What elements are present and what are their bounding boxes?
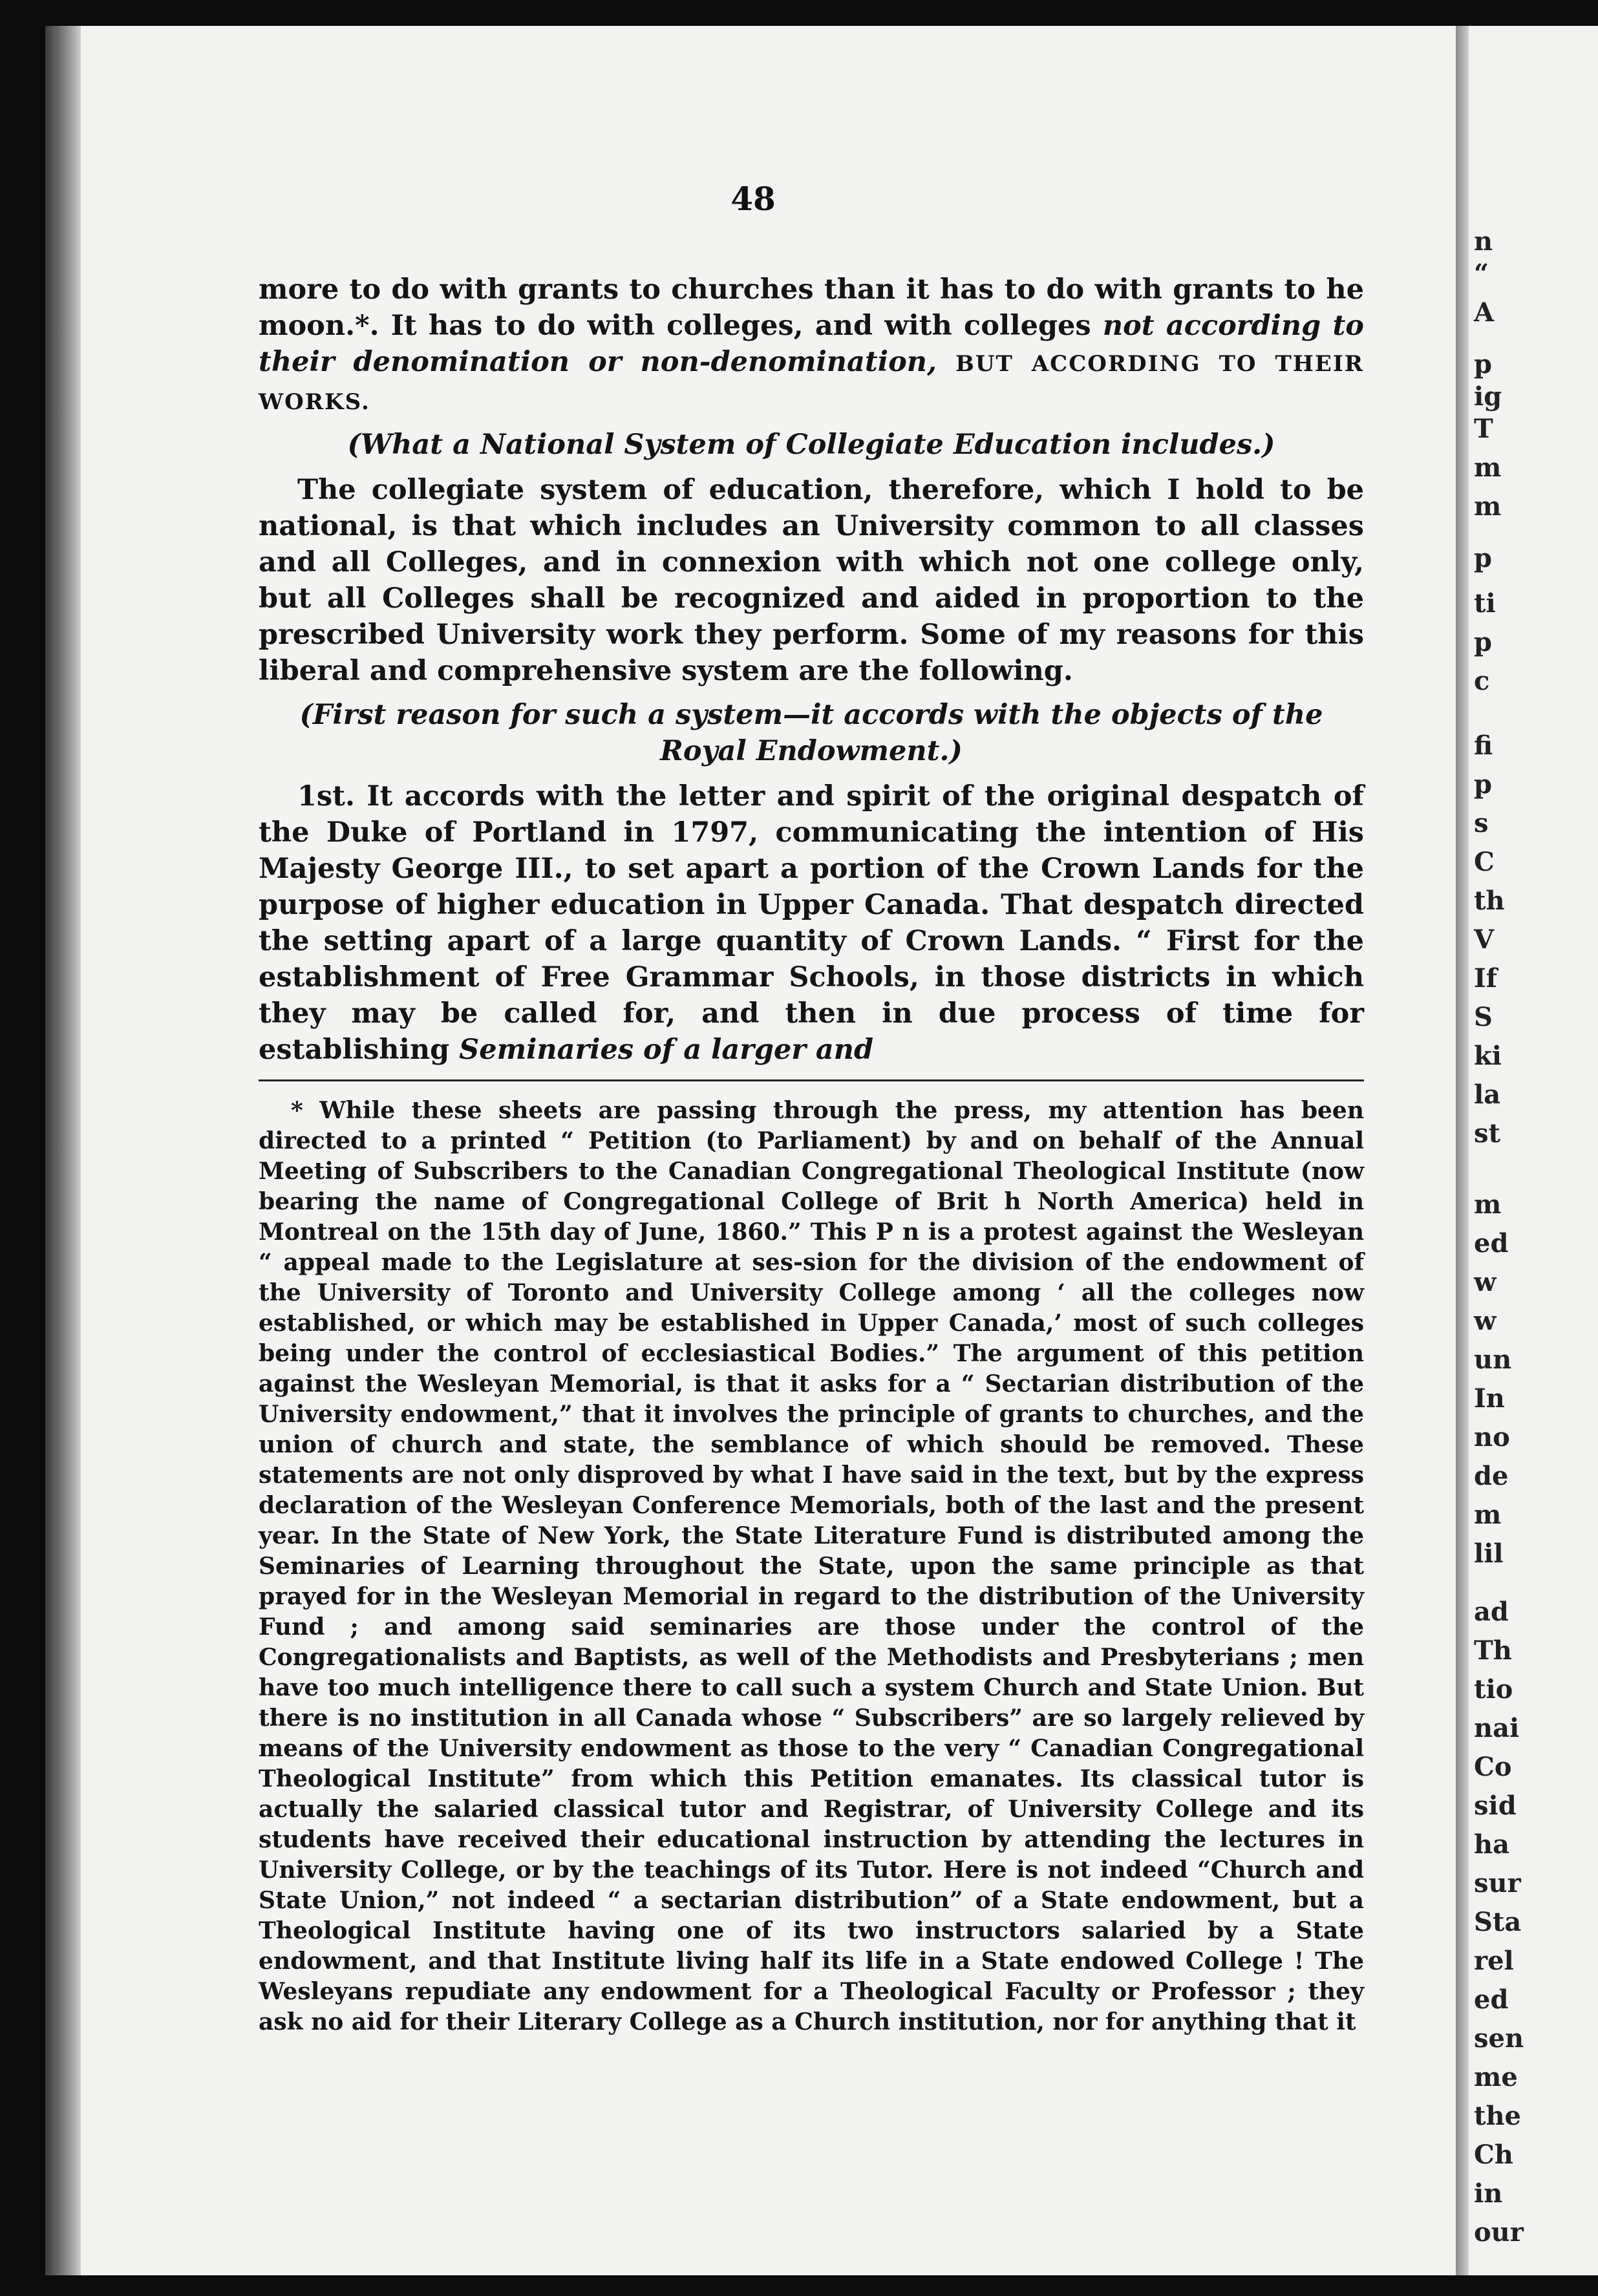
adjacent-page-fragment: ed [1474,1984,1509,2015]
paragraph-collegiate-system: The collegiate system of education, therefore, which I hold to be national, is that which includes an University common to all classes and all Colleges, and in connexion with which not one college only, but all Colleges shall be recognized and aided in proportion to the prescribed University work they perform. Some of my reasons for this liberal and comprehensive system are the following. [259,474,1364,687]
adjacent-page-fragment: ad [1474,1597,1509,1627]
adjacent-page-fragment: me [1474,2062,1518,2092]
adjacent-page-fragment: p [1474,769,1492,800]
adjacent-page-fragment: In [1474,1383,1505,1414]
page-number: 48 [730,180,776,218]
adjacent-page-fragment: lil [1474,1538,1504,1569]
footnote [259,1096,1364,2037]
adjacent-page-fragment: m [1474,452,1502,483]
footnote-text: * While these sheets are passing through the press, my attention has been directed to a printed “ Petition (to Parliament) by and on behalf of the Annual Meeting of Subscribers to the Canadian Congregational Theological Institute (now bearing the name of Congregational College of Brit h North America) held in Montreal on the 15th day of June, 1860.” This P n is a protest against the Wesleyan “ appeal made to the Legislature at ses-sion for the division of the endowment of the University of Toronto and University College among ‘ all the colleges now established, or which may be established in Upper Canada,’ most of such colleges being under the control of ecclesiastical Bodies.” The argument of this petition against the Wesleyan Memorial, is that it asks for a “ Sectarian distribution of the University endowment,” that it involves the principle of grants to churches, and the union of church and state, the semblance of which should be removed. These statements are not only disproved by what I have said in the text, but by the express declaration of the Wesleyan Conference Memorials, both of the last and the present year. In the State of New York, the State Literature Fund is distributed among the Seminaries of Learning throughout the State, upon the same principle as that prayed for in the Wesleyan Memorial in regard to the distribution of the University Fund ; and among said seminaries are those under the control of the Congregationalists and Baptists, as well of the Methodists and Presbyterians ; men have too much intelligence there to call such a system Church and State Union. But there is no institution in all Canada whose “ Subscribers” are so largely relieved by means of the University endowment as those to the very “ Canadian Congregational Theological Institute” from which this Petition emanates. Its classical tutor is actually the salaried classical tutor and Registrar, of University College and its students have received their educational instruction by attending the lectures in University College, or by the teachings of its Tutor. Here is not indeed “Church and State Union,” not indeed “ a sectarian distribution” of a State endowment, but a Theological Institute having one of its two instructors salaried by a State endowment, and that Institute living half its life in a State endowed College ! The Wesleyans repudiate any endowment for a Theological Faculty or Professor ; they ask no aid for their Literary College as a Church institution, nor for anything that it [259,1097,1364,2036]
adjacent-page-fragment: A [1474,297,1495,328]
adjacent-page-fragment: T [1474,414,1493,444]
adjacent-page-fragment: p [1474,349,1492,379]
paragraph-first-reason [259,778,1364,1068]
adjacent-page-fragment: sid [1474,1791,1517,1821]
adjacent-page-fragment: m [1474,491,1502,522]
adjacent-page-fragment: m [1474,1189,1502,1220]
adjacent-page-fragment: “ [1474,259,1489,289]
adjacent-page-fragment: p [1474,627,1492,657]
adjacent-page-fragment: Sta [1474,1907,1522,1937]
continuation-text: more to do with grants to churches than it has to do with grants to he moon.*. It has to do with colleges, and with colleges [259,273,1364,342]
adjacent-page-fragment: w [1474,1267,1497,1297]
continuation-emphasis: not according to their denomination or non-denomination, [259,310,1364,378]
adjacent-page-fragment: the [1474,2101,1522,2131]
adjacent-page-fragment: ed [1474,1228,1509,1259]
adjacent-page-fragment: Co [1474,1752,1512,1782]
adjacent-page-fragment: S [1474,1002,1493,1032]
section-heading-first-reason: (First reason for such a system—it accords with the objects of the Royal Endowment.) [299,699,1323,767]
adjacent-page-fragment: If [1474,963,1497,994]
adjacent-page-fragment: ig [1474,381,1502,412]
adjacent-page-fragment: Ch [1474,2140,1513,2170]
adjacent-page-fragment: w [1474,1306,1497,1336]
section-heading-national-system: (What a National System of Collegiate Education includes.) [347,429,1275,461]
page-gutter [1456,26,1470,2275]
book-binding-edge [45,26,81,2275]
adjacent-page-fragment: Th [1474,1635,1512,1666]
adjacent-page-fragment: st [1474,1118,1500,1149]
adjacent-page-fragment: n [1474,226,1493,257]
first-reason-text: 1st. It accords with the letter and spirit of the original despatch of the Duke of Portland in 1797, communicating the intention of His Majesty George III., to set apart a portion of the Crown Lands for the purpose of higher education in Upper Canada. That despatch directed the setting apart of a large quantity of Crown Lands. “ First for the establishment of Free Grammar Schools, in those districts in which they may be called for, and then in due process of time for establishing [259,780,1364,1066]
adjacent-page-fragment: our [1474,2217,1524,2248]
adjacent-page-fragment: un [1474,1345,1512,1375]
main-text [259,271,1364,2037]
adjacent-page-fragment: ti [1474,588,1496,619]
adjacent-page-fragment: s [1474,808,1489,838]
adjacent-page-fragment: V [1474,924,1495,955]
adjacent-page-fragment: nai [1474,1713,1520,1743]
continuation-paragraph [259,271,1364,420]
footnote-divider [259,1079,1364,1081]
page [45,26,1461,2275]
adjacent-page-fragment: p [1474,543,1492,573]
adjacent-page-fragment: la [1474,1079,1501,1110]
adjacent-page-fragment: tio [1474,1674,1513,1705]
adjacent-page-fragment: sen [1474,2023,1524,2054]
adjacent-page-fragment: ki [1474,1041,1502,1071]
adjacent-page-fragment: c [1474,666,1490,696]
adjacent-page-fragment: C [1474,847,1495,877]
adjacent-page-fragment: de [1474,1461,1509,1491]
adjacent-page-fragment: ha [1474,1829,1509,1860]
adjacent-page-fragment: rel [1474,1946,1514,1976]
adjacent-page-fragment: th [1474,886,1505,916]
adjacent-page-fragment: m [1474,1500,1502,1530]
adjacent-page-edge [1469,26,1598,2275]
first-reason-emphasis: Seminaries of a larger and [459,1034,874,1066]
adjacent-page-fragment: fi [1474,730,1493,761]
adjacent-page-fragment: no [1474,1422,1510,1452]
adjacent-page-fragment: in [1474,2178,1503,2209]
continuation-caps: BUT ACCORDING TO THEIR WORKS. [259,351,1364,415]
adjacent-page-fragment: sur [1474,1868,1521,1898]
